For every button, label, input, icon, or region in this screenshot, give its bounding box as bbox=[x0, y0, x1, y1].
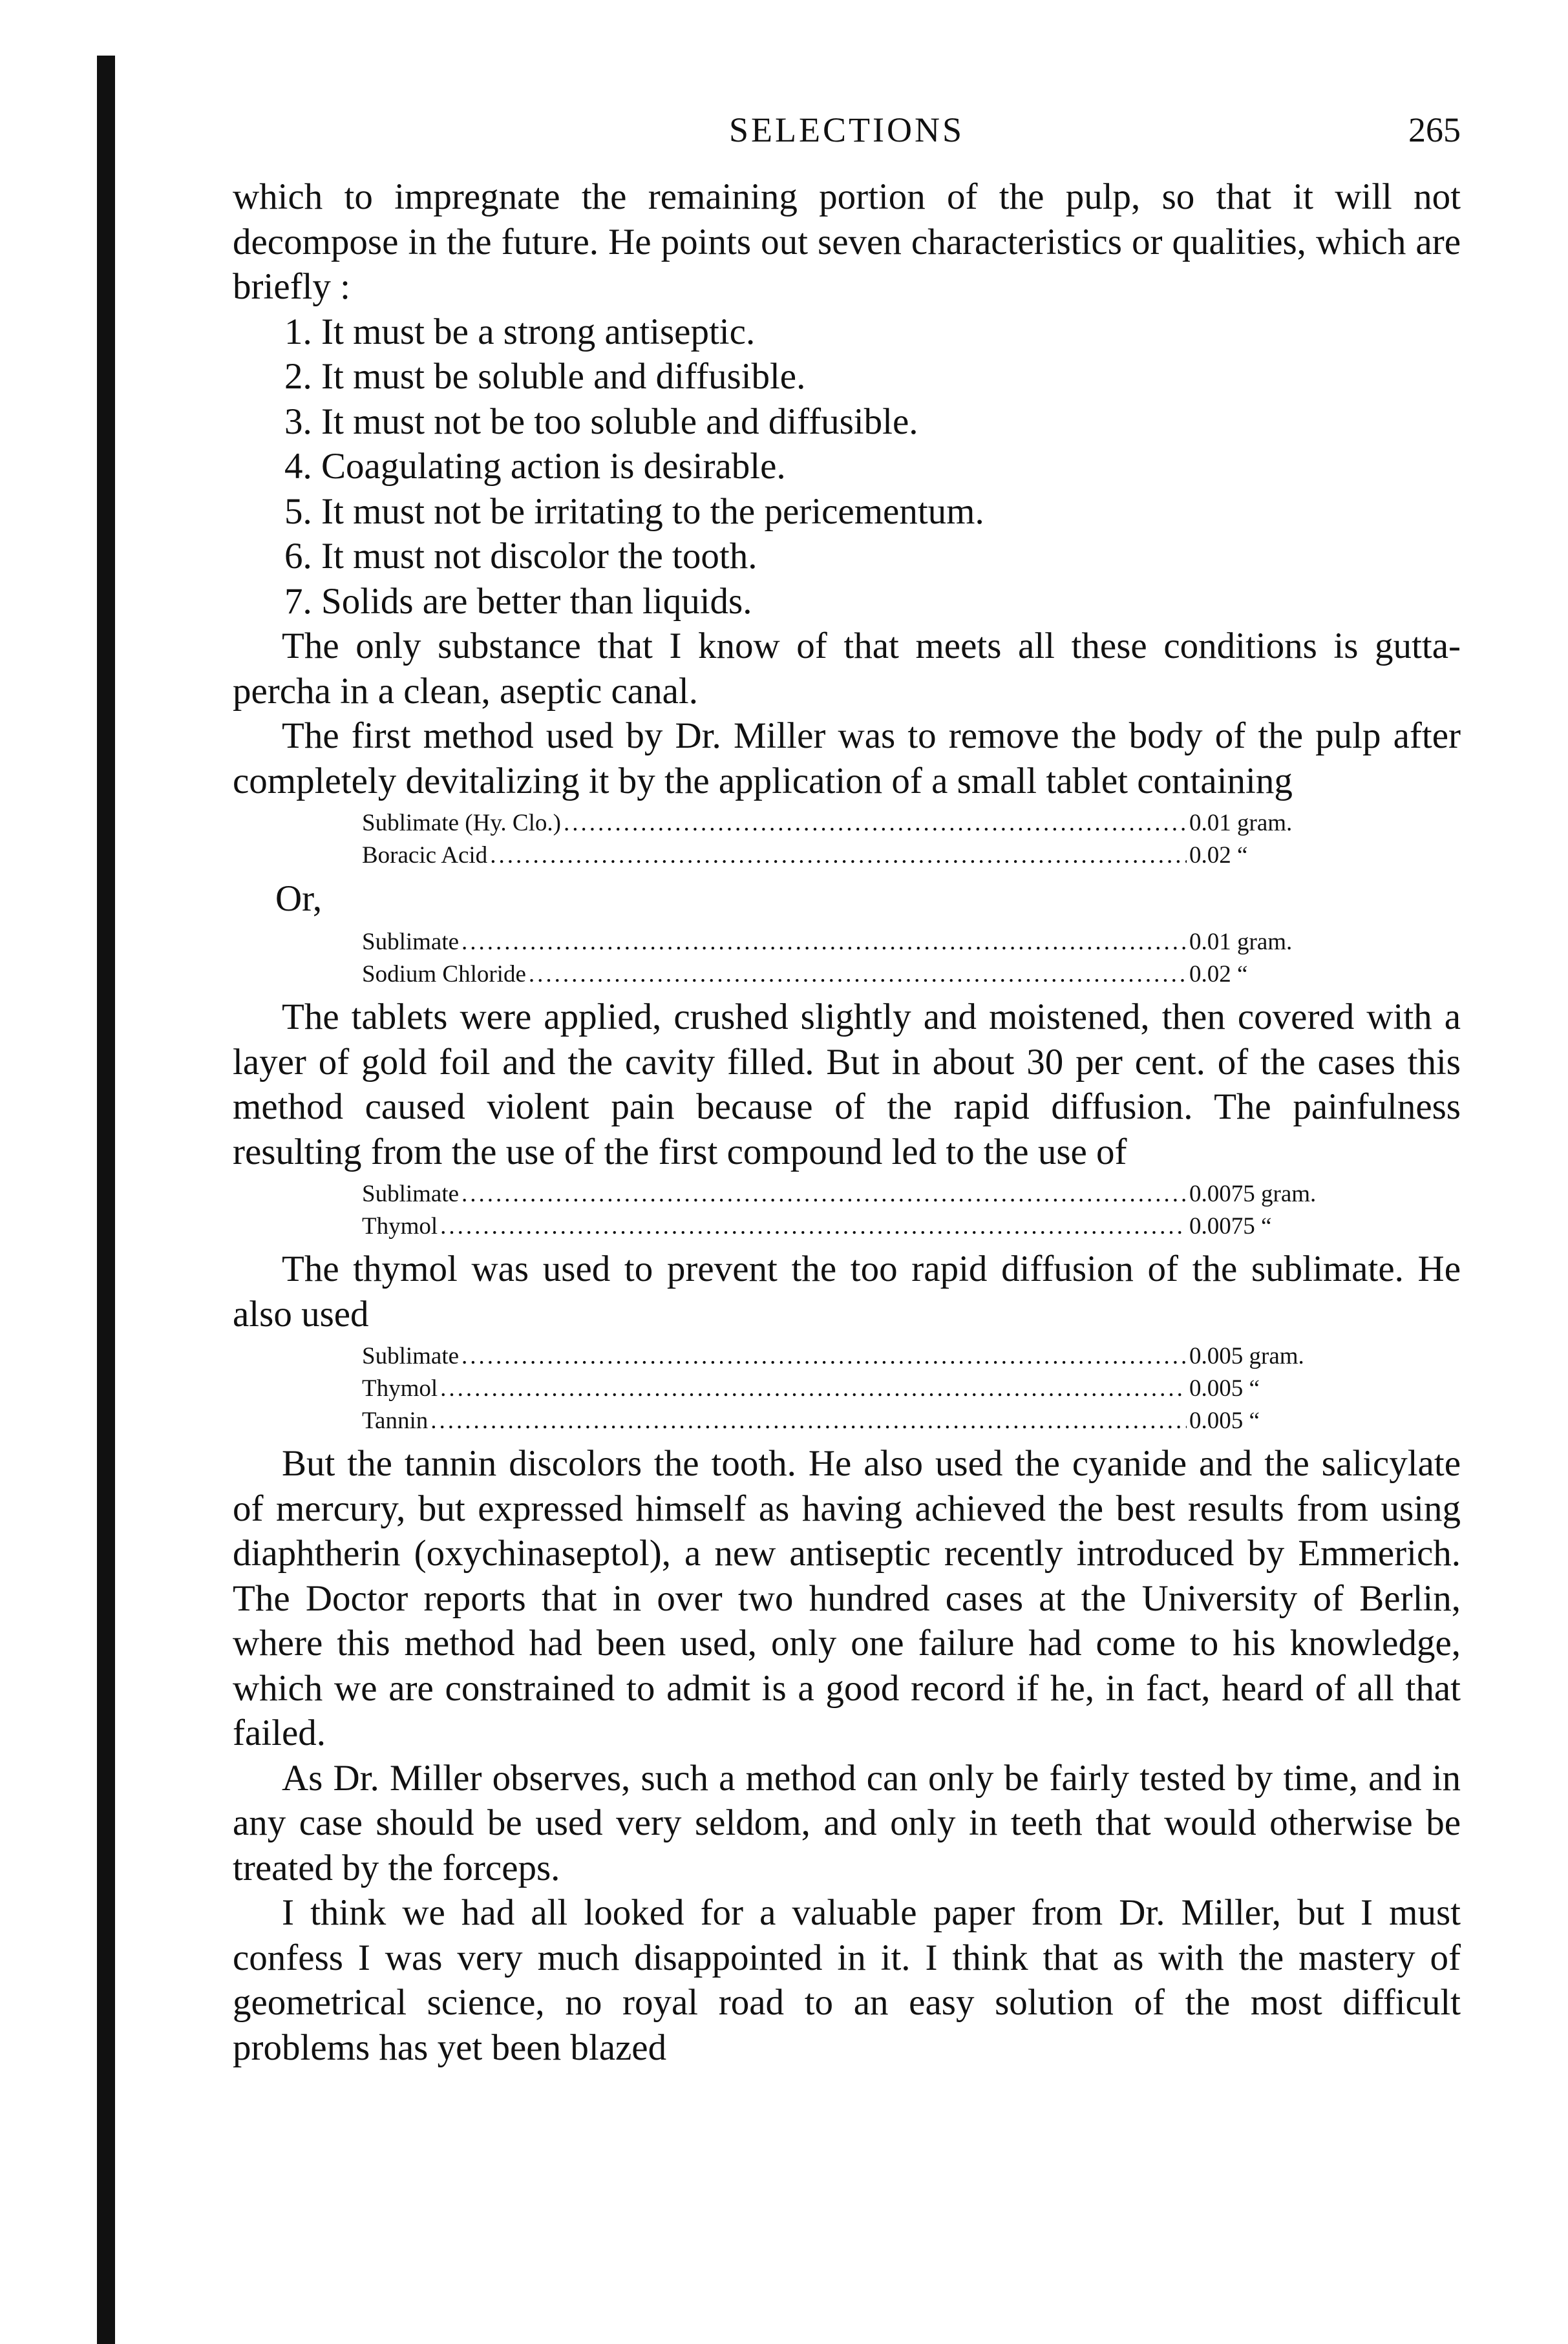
leader-dots bbox=[461, 1340, 1187, 1373]
ingredient-name: Sublimate bbox=[362, 1181, 460, 1207]
list-text: It must be soluble and diffusible. bbox=[321, 356, 806, 397]
recipe-row bbox=[233, 839, 1461, 872]
list-item bbox=[233, 310, 1461, 355]
ingredient-name: Thymol bbox=[362, 1375, 438, 1402]
paragraph-5: The thymol was used to prevent the too rapid diffusion of the sublimate. He also used bbox=[233, 1249, 1461, 1335]
leader-dots bbox=[529, 958, 1187, 991]
paragraph-2: The only substance that I know of that meets all these conditions is gutta-percha in a clean, aseptic canal. bbox=[233, 626, 1461, 712]
list-number: 6. bbox=[284, 536, 312, 576]
ingredient-name: Thymol bbox=[362, 1213, 438, 1240]
leader-dots bbox=[564, 807, 1187, 839]
list-item bbox=[233, 579, 1461, 624]
list-item bbox=[233, 354, 1461, 399]
list-number: 4. bbox=[284, 446, 312, 487]
recipe-1 bbox=[233, 807, 1461, 872]
ingredient-amount: 0.0075 gram. bbox=[1189, 1181, 1317, 1207]
characteristics-list bbox=[233, 310, 1461, 624]
list-number: 5. bbox=[284, 491, 312, 532]
list-item bbox=[233, 534, 1461, 579]
list-number: 7. bbox=[284, 580, 312, 622]
ingredient-name: Sublimate bbox=[362, 929, 460, 955]
list-text: Coagulating action is desirable. bbox=[321, 446, 786, 487]
ingredient-amount: 0.02 “ bbox=[1189, 961, 1248, 987]
paragraph-7: As Dr. Miller observes, such a method can only be fairly tested by time, and in any case should be used very seldom, and only in teeth that would otherwise be treated by the forceps. bbox=[233, 1757, 1461, 1888]
recipe-row bbox=[233, 1178, 1461, 1210]
list-number: 1. bbox=[284, 311, 312, 352]
recipe-row bbox=[233, 807, 1461, 839]
list-item bbox=[233, 399, 1461, 445]
leader-dots bbox=[461, 926, 1187, 958]
ingredient-name: Sublimate bbox=[362, 1343, 460, 1369]
page-binding-edge bbox=[97, 56, 115, 2344]
recipe-row bbox=[233, 1405, 1461, 1437]
recipe-row bbox=[233, 926, 1461, 958]
recipe-row bbox=[233, 958, 1461, 991]
paragraph-1: which to impregnate the remaining portion of the pulp, so that it will not decompose in the future. He points out seven characteristics or qualities, which are briefly : bbox=[233, 176, 1461, 307]
list-text: It must not discolor the tooth. bbox=[321, 536, 758, 576]
recipe-4 bbox=[233, 1340, 1461, 1437]
list-text: It must be a strong antiseptic. bbox=[321, 311, 756, 352]
leader-dots bbox=[461, 1178, 1187, 1210]
recipe-row bbox=[233, 1373, 1461, 1405]
ingredient-name: Sublimate (Hy. Clo.) bbox=[362, 810, 561, 836]
ingredient-amount: 0.01 gram. bbox=[1189, 929, 1293, 955]
leader-dots bbox=[440, 1210, 1187, 1243]
ingredient-name: Sodium Chloride bbox=[362, 961, 526, 987]
page-body bbox=[233, 174, 1461, 2070]
or-word: Or, bbox=[275, 878, 323, 919]
ingredient-amount: 0.02 “ bbox=[1189, 842, 1248, 869]
list-item bbox=[233, 444, 1461, 489]
leader-dots bbox=[430, 1405, 1187, 1437]
ingredient-amount: 0.005 gram. bbox=[1189, 1343, 1304, 1369]
page-number: 265 bbox=[1408, 111, 1461, 149]
paragraph-6: But the tannin discolors the tooth. He also used the cyanide and the salicylate of mercury, but expressed himself as having achieved the best results from using diaphtherin (oxychinaseptol), a new antiseptic recently introduced by Emmerich. The Doctor reports that in over two hundred cases at the University of Berlin, where this method had been used, only one failure had come to his knowledge, which we are constrained to admit is a good record if he, in fact, heard of all that failed. bbox=[233, 1443, 1461, 1753]
running-head bbox=[233, 110, 1461, 174]
recipe-2 bbox=[233, 926, 1461, 991]
list-number: 2. bbox=[284, 356, 312, 397]
list-number: 3. bbox=[284, 401, 312, 442]
leader-dots bbox=[490, 839, 1187, 872]
recipe-3 bbox=[233, 1178, 1461, 1243]
list-text: It must not be too soluble and diffusible. bbox=[321, 401, 918, 442]
list-text: Solids are better than liquids. bbox=[321, 580, 752, 622]
running-title: SELECTIONS bbox=[729, 111, 964, 149]
ingredient-amount: 0.005 “ bbox=[1189, 1408, 1260, 1434]
ingredient-name: Boracic Acid bbox=[362, 842, 488, 869]
paragraph-8: I think we had all looked for a valuable paper from Dr. Miller, but I must confess I was very much disappointed in it. I think that as with the mastery of geometrical science, no royal road to an easy solution of the most difficult problems has yet been blazed bbox=[233, 1892, 1461, 2068]
recipe-row bbox=[233, 1340, 1461, 1373]
recipe-row bbox=[233, 1210, 1461, 1243]
book-page bbox=[233, 110, 1461, 2294]
ingredient-amount: 0.0075 “ bbox=[1189, 1213, 1272, 1240]
leader-dots bbox=[440, 1373, 1187, 1405]
ingredient-amount: 0.01 gram. bbox=[1189, 810, 1293, 836]
list-text: It must not be irritating to the pericementum. bbox=[321, 491, 984, 532]
ingredient-name: Tannin bbox=[362, 1408, 429, 1434]
paragraph-3: The first method used by Dr. Miller was to remove the body of the pulp after completely devitalizing it by the application of a small tablet containing bbox=[233, 715, 1461, 801]
paragraph-4: The tablets were applied, crushed slightly and moistened, then covered with a layer of gold foil and the cavity filled. But in about 30 per cent. of the cases this method caused violent pain because of the rapid diffusion. The painfulness resulting from the use of the first compound led to the use of bbox=[233, 997, 1461, 1172]
ingredient-amount: 0.005 “ bbox=[1189, 1375, 1260, 1402]
list-item bbox=[233, 489, 1461, 534]
